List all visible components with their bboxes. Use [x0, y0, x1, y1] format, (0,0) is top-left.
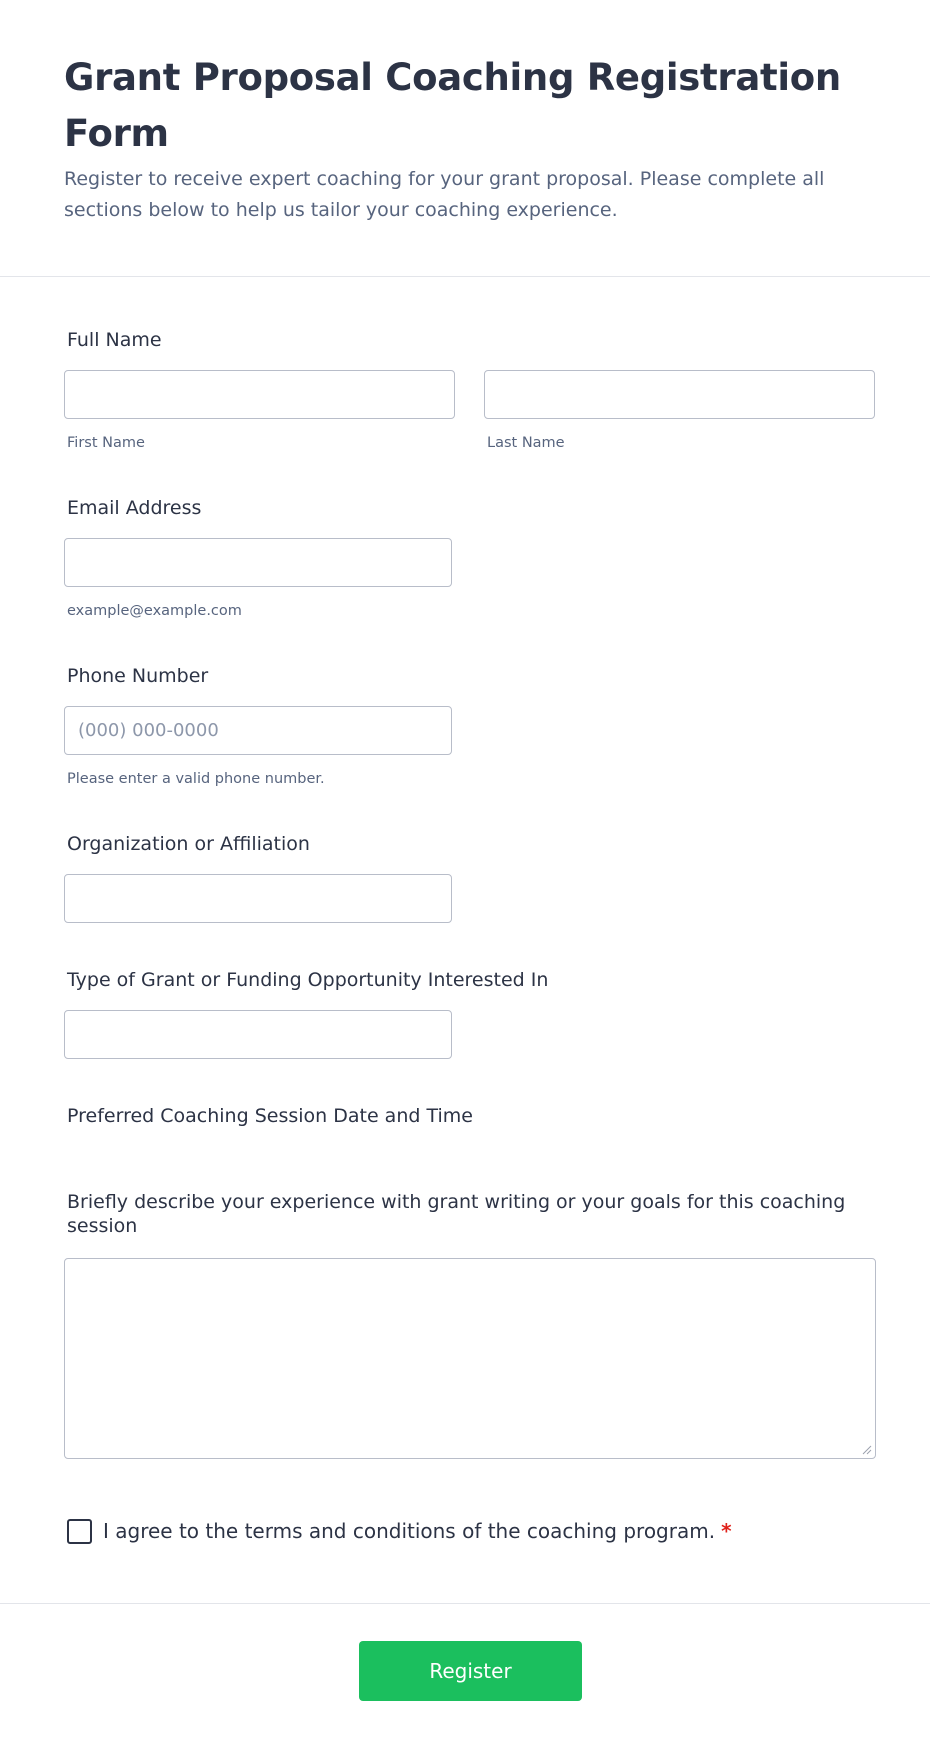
terms-checkbox[interactable] — [67, 1519, 92, 1544]
last-name-sublabel: Last Name — [487, 435, 565, 451]
email-input[interactable] — [64, 538, 452, 587]
resize-grip-icon[interactable] — [860, 1443, 872, 1455]
full-name-label: Full Name — [67, 329, 162, 351]
last-name-input[interactable] — [484, 370, 875, 419]
grant-type-input[interactable] — [64, 1010, 452, 1059]
phone-sublabel: Please enter a valid phone number. — [67, 771, 325, 787]
phone-label: Phone Number — [67, 665, 209, 687]
form-header — [0, 0, 930, 277]
email-label: Email Address — [67, 497, 202, 519]
grant-type-label: Type of Grant or Funding Opportunity Interested In — [67, 969, 549, 991]
terms-text: I agree to the terms and conditions of the coaching program. — [103, 1519, 716, 1543]
form-title: Grant Proposal Coaching Registration Form — [64, 56, 841, 155]
experience-textarea[interactable] — [64, 1258, 876, 1459]
organization-label: Organization or Affiliation — [67, 833, 310, 855]
organization-input[interactable] — [64, 874, 452, 923]
register-button[interactable]: Register — [359, 1641, 582, 1701]
phone-input[interactable] — [64, 706, 452, 755]
required-mark: * — [721, 1519, 732, 1543]
session-datetime-label: Preferred Coaching Session Date and Time — [67, 1105, 473, 1127]
terms-label — [103, 1517, 732, 1545]
email-sublabel: example@example.com — [67, 603, 242, 619]
first-name-sublabel: First Name — [67, 435, 145, 451]
form-subtitle: Register to receive expert coaching for your grant proposal. Please complete all sections below to help us tailor your coaching experience. — [64, 168, 825, 221]
first-name-input[interactable] — [64, 370, 455, 419]
experience-label: Briefly describe your experience with grant writing or your goals for this coaching session — [67, 1191, 846, 1237]
